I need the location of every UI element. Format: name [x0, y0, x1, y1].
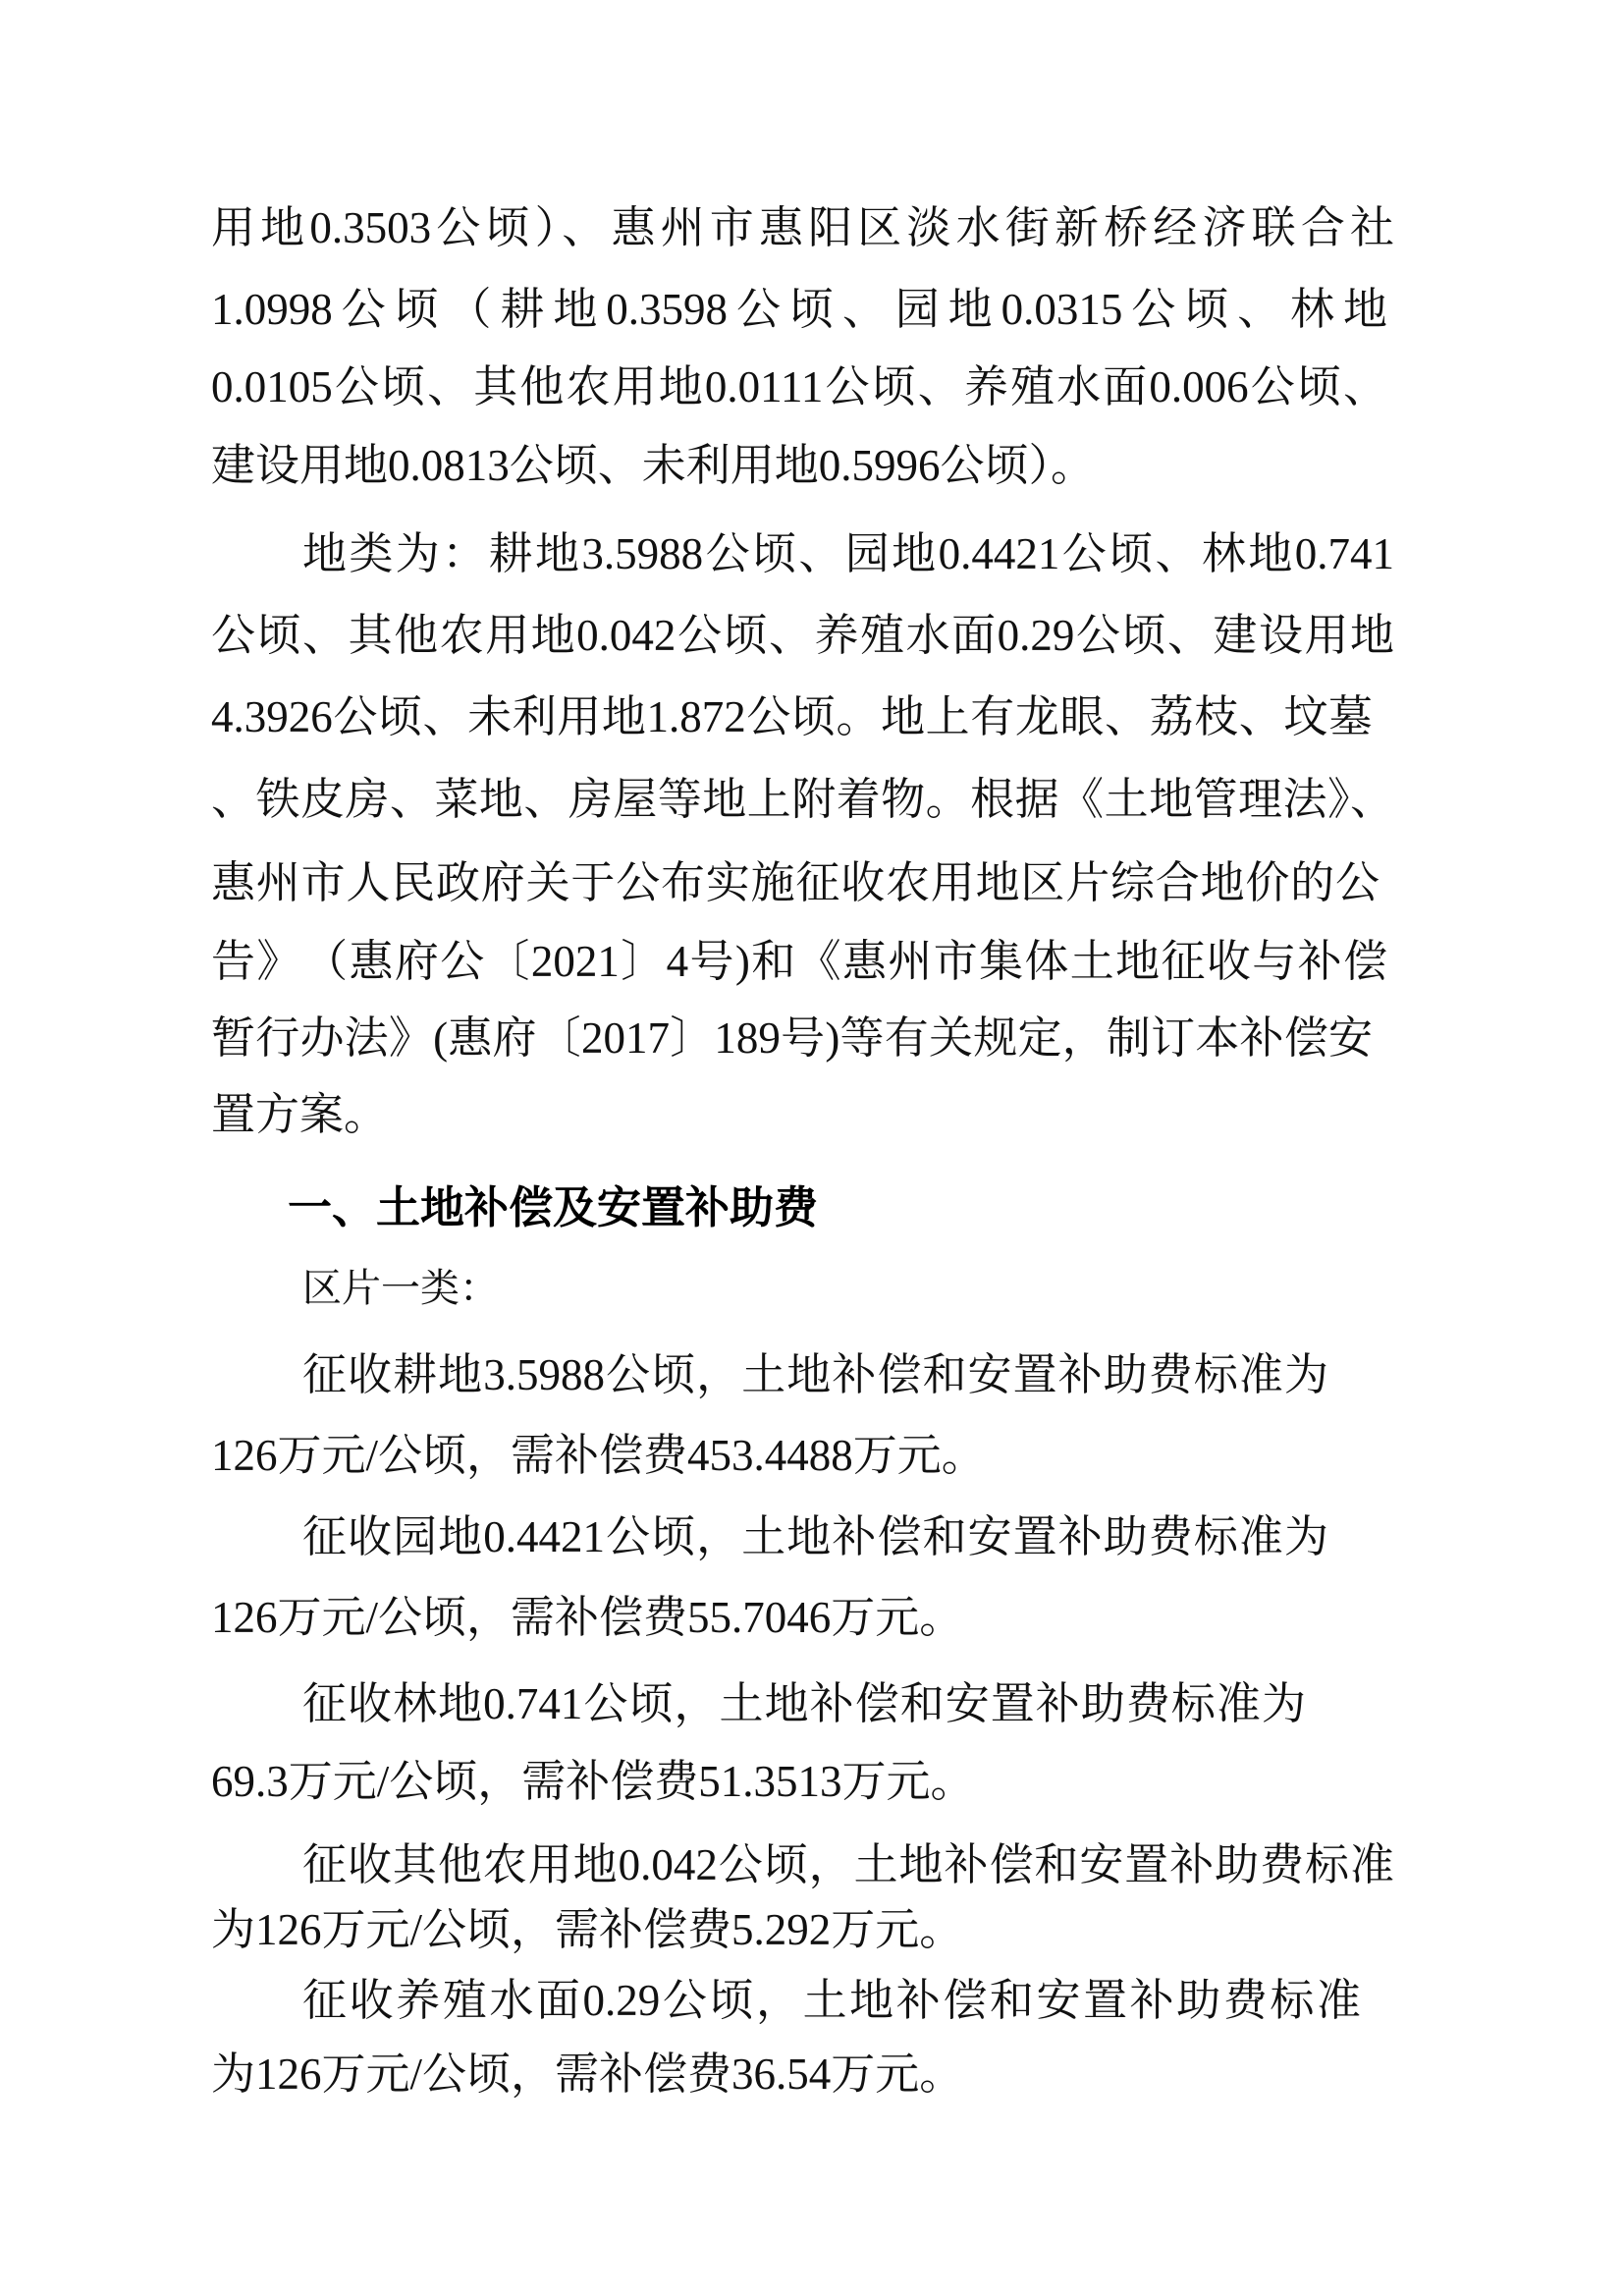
- paragraph-line: 惠州市人民政府关于公布实施征收农用地区片综合地价的公: [211, 858, 1380, 907]
- compensation-line: 征收耕地3.5988公顷，土地补偿和安置补助费标准为: [302, 1350, 1328, 1399]
- paragraph-line: 地类为：耕地3.5988公顷、园地0.4421公顷、林地0.741: [302, 529, 1394, 578]
- compensation-line: 69.3万元/公顷，需补偿费51.3513万元。: [211, 1757, 975, 1806]
- compensation-line: 为126万元/公顷，需补偿费5.292万元。: [211, 1905, 964, 1954]
- zone-label: 区片一类：: [302, 1266, 499, 1310]
- compensation-line: 126万元/公顷，需补偿费453.4488万元。: [211, 1431, 986, 1480]
- paragraph-line: 公顷、其他农用地0.042公顷、养殖水面0.29公顷、建设用地: [211, 611, 1394, 660]
- paragraph-line: 建设用地0.0813公顷、未利用地0.5996公顷）。: [211, 441, 1096, 490]
- compensation-line: 征收养殖水面0.29公顷，土地补偿和安置补助费标准: [302, 1976, 1361, 2025]
- compensation-line: 126万元/公顷，需补偿费55.7046万元。: [211, 1593, 964, 1642]
- paragraph-line: 暂行办法》(惠府〔2017〕189号)等有关规定，制订本补偿安: [211, 1013, 1373, 1063]
- paragraph-line: 告》 （惠府公〔2021〕4号)和《惠州市集体土地征收与补偿: [211, 937, 1387, 986]
- compensation-line: 征收其他农用地0.042公顷，土地补偿和安置补助费标准: [302, 1840, 1394, 1889]
- compensation-line: 征收林地0.741公顷，土地补偿和安置补助费标准为: [302, 1679, 1306, 1728]
- paragraph-line: 用地0.3503公顷）、惠州市惠阳区淡水街新桥经济联合社: [211, 203, 1394, 252]
- section-heading: 一、土地补偿及安置补助费: [288, 1182, 819, 1232]
- paragraph-line: 0.0105公顷、其他农用地0.0111公顷、养殖水面0.006公顷、: [211, 362, 1387, 411]
- paragraph-line: 、铁皮房、菜地、房屋等地上附着物。根据《土地管理法》、: [211, 775, 1394, 824]
- paragraph-line: 4.3926公顷、未利用地1.872公顷。地上有龙眼、荔枝、坟墓: [211, 692, 1373, 741]
- compensation-line: 征收园地0.4421公顷，土地补偿和安置补助费标准为: [302, 1512, 1328, 1561]
- compensation-line: 为126万元/公顷，需补偿费36.54万元。: [211, 2050, 964, 2099]
- paragraph-line: 置方案。: [211, 1090, 389, 1139]
- paragraph-line: 1.0998公顷（耕地0.3598公顷、园地0.0315公顷、林地: [211, 285, 1387, 334]
